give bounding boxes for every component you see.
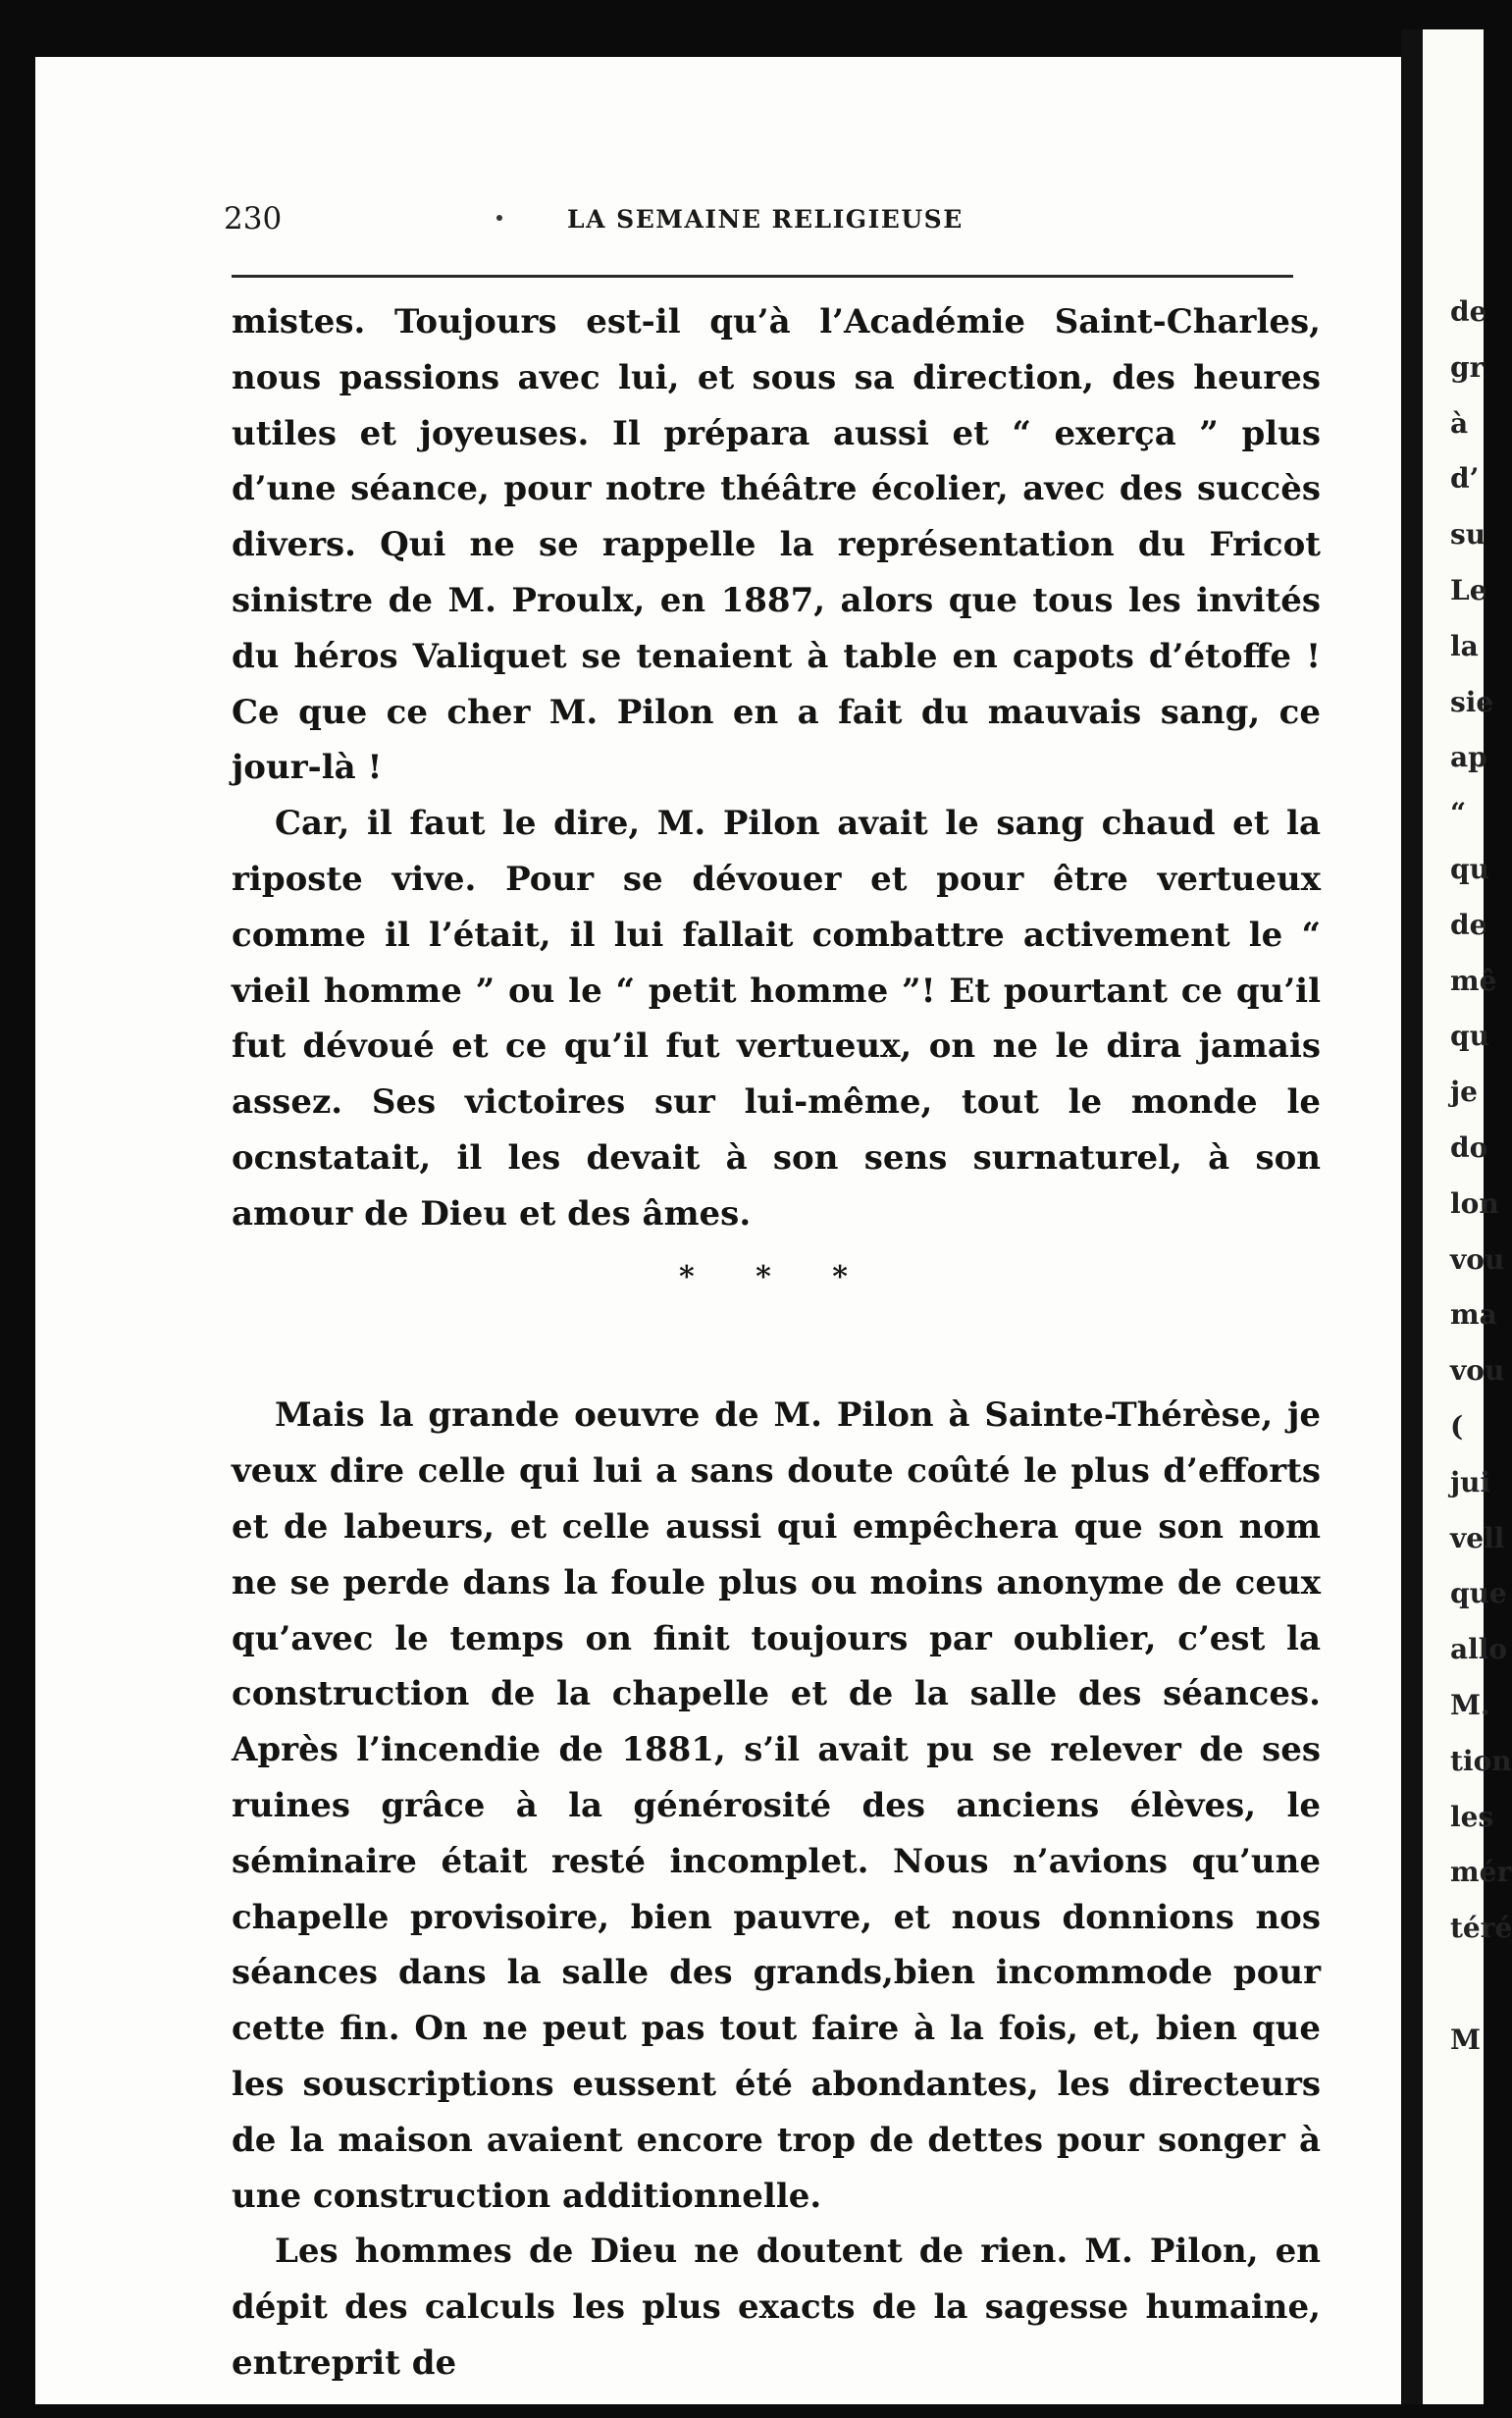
- next-page-text-fragments: [1450, 285, 1512, 2069]
- next-page-fragment: su: [1450, 518, 1486, 552]
- section-separator: * * *: [679, 1259, 873, 1294]
- next-page-fragment: Le: [1450, 573, 1487, 606]
- header-rule: [232, 275, 1293, 278]
- paragraph: Les hommes de Dieu ne doutent de rien. M. Pilon, en dépit des calculs les plus exacts de la sagesse humaine, entreprit de: [232, 2232, 1321, 2383]
- next-page-fragment: M.: [1450, 1688, 1490, 1721]
- body-text: [232, 294, 1321, 2392]
- next-page-fragment: ma: [1450, 1298, 1497, 1332]
- paragraph: Car, il faut le dire, M. Pilon avait le sang chaud et la riposte vive. Pour se dévouer et pour être vertueux comme il l’était, il lui fallait combattre activement le “ vieil homme ” ou le “ petit homme ”! Et pourtant ce qu’il fut dévoué et ce qu’il fut vertueux, on ne le dira jamais assez. Ses victoires sur lui-même, tout le monde le ocnstatait, il les devait à son sens surnaturel, à son amour de Dieu et des âmes.: [232, 804, 1321, 1234]
- next-page-fragment: qu: [1450, 1020, 1489, 1053]
- next-page-fragment: gr: [1450, 350, 1485, 384]
- next-page-fragment: de: [1450, 908, 1487, 941]
- header-bullet: [496, 215, 502, 221]
- next-page-fragment: ap: [1450, 741, 1487, 774]
- next-page-fragment: mê: [1450, 964, 1497, 997]
- next-page-fragment: lon: [1450, 1186, 1499, 1220]
- page-number: 230: [224, 201, 283, 237]
- running-title: LA SEMAINE RELIGIEUSE: [567, 205, 964, 234]
- next-page-fragment: vou: [1450, 1242, 1505, 1276]
- running-header: [196, 201, 1276, 240]
- next-page-fragment: la: [1450, 629, 1479, 662]
- paragraph-continued: mistes. Toujours est-il qu’à l’Académie Saint-Charles, nous passions avec lui, et sous sa direction, des heures utiles et joyeuses. Il prépara aussi et “ exerça ” plus d’une séance, pour notre théâtre écolier, avec des succès divers. Qui ne se rappelle la représentation du Fricot sinistre de M. Proulx, en 1887, alors que tous les invités du héros Valiquet se tenaient à table en capots d’étoffe ! Ce que ce cher M. Pilon en a fait du mauvais sang, ce jour-là !: [232, 302, 1321, 788]
- next-page-fragment: sie: [1450, 685, 1494, 718]
- next-page-fragment: “: [1450, 797, 1467, 830]
- next-page-fragment: vou: [1450, 1354, 1505, 1388]
- next-page-fragment: de: [1450, 295, 1487, 328]
- next-page-fragment: M: [1450, 2023, 1481, 2056]
- next-page-fragment: do: [1450, 1130, 1488, 1164]
- next-page-fragment: je: [1450, 1076, 1478, 1109]
- next-page-fragment: à: [1450, 406, 1469, 440]
- next-page-fragment: vell: [1450, 1521, 1505, 1554]
- next-page-fragment: que: [1450, 1577, 1507, 1610]
- next-page-fragment: qu: [1450, 852, 1489, 885]
- next-page-fragment: tion: [1450, 1744, 1512, 1777]
- next-page-fragment: allo: [1450, 1633, 1508, 1666]
- next-page-fragment: [1450, 1957, 1489, 2013]
- next-page-fragment: téré: [1450, 1912, 1512, 1945]
- paragraph: Mais la grande oeuvre de M. Pilon à Sainte-Thérèse, je veux dire celle qui lui a sans doute coûté le plus d’efforts et de labeurs, et celle aussi qui empêchera que son nom ne se perde dans la foule plus ou moins anonyme de ceux qu’avec le temps on finit toujours par oublier, c’est la construction de la chapelle et de la salle des séances. Après l’incendie de 1881, s’il avait pu se relever de ses ruines grâce à la générosité des anciens élèves, le séminaire était resté incomplet. Nous n’avions qu’une chapelle provisoire, bien pauvre, et nous donnions nos séances dans la salle des grands,bien incommode pour cette fin. On ne peut pas tout faire à la fois, et, bien que les souscriptions eussent été abondantes, les directeurs de la maison avaient encore trop de dettes pour songer à une construction additionnelle.: [232, 1395, 1321, 2216]
- next-page-fragment: (: [1450, 1409, 1464, 1443]
- next-page-fragment: mér: [1450, 1856, 1512, 1889]
- next-page-fragment: jui: [1450, 1465, 1491, 1498]
- page-gutter: [1401, 29, 1423, 2404]
- next-page-fragment: d’: [1450, 462, 1480, 496]
- next-page-fragment: les: [1450, 1800, 1494, 1833]
